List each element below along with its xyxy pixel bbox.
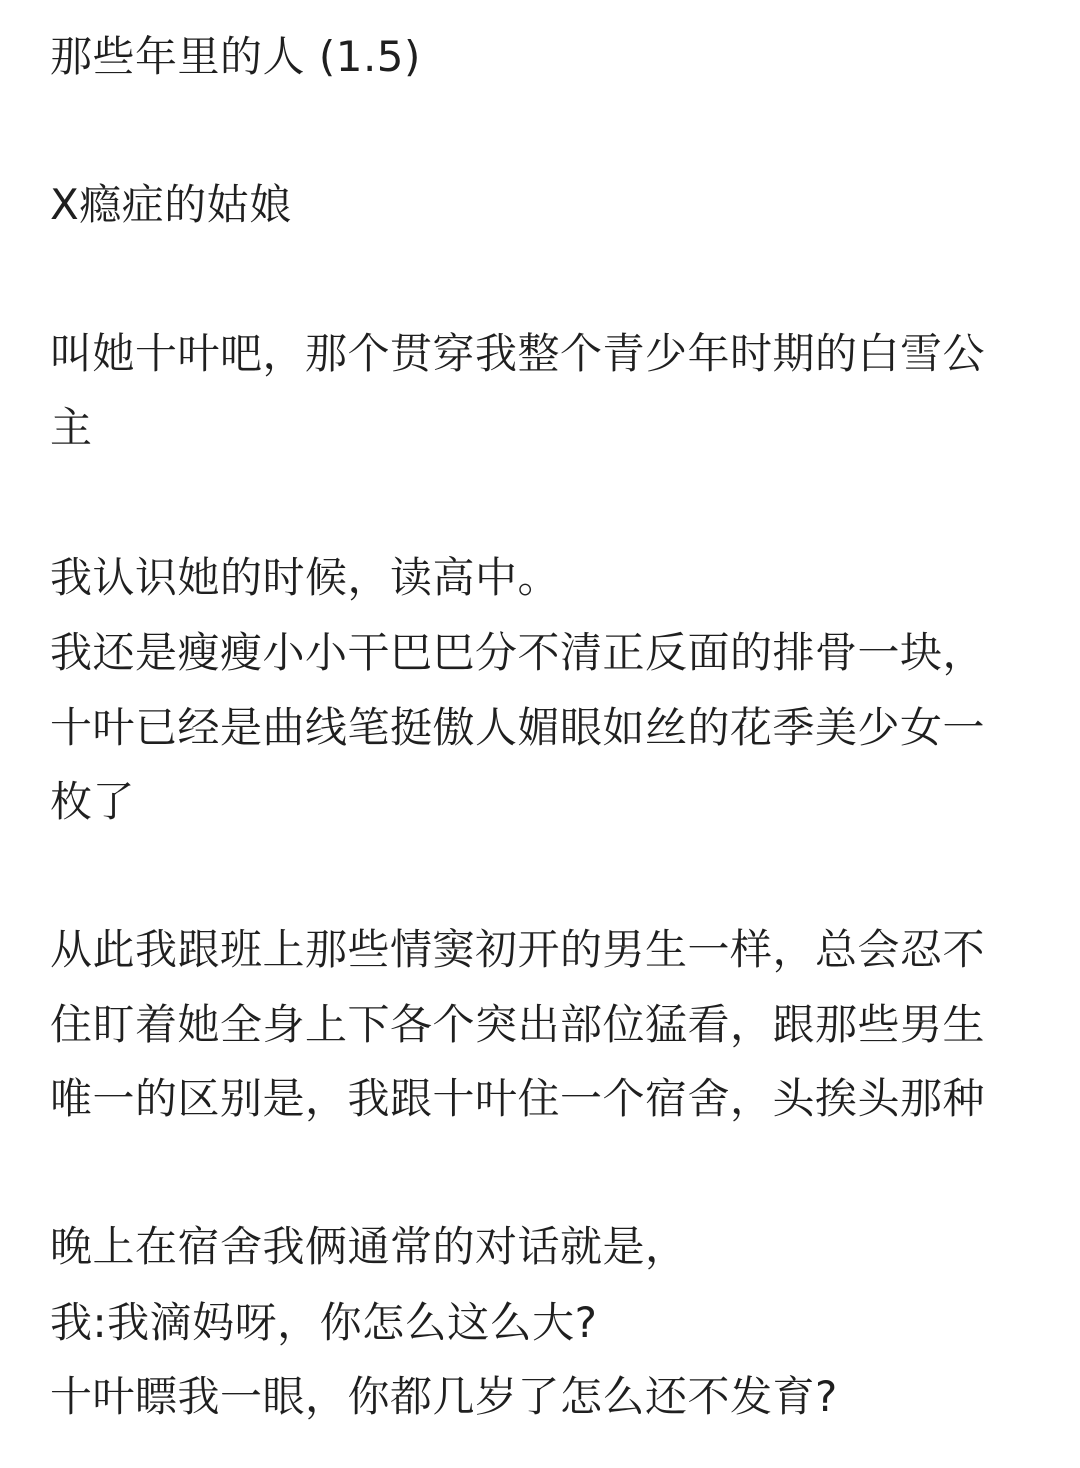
paragraph-3-line-3: 唯一的区别是，我跟十叶住一个宿舍，头挨头那种 — [50, 1074, 986, 1123]
paragraph-2-line-1: 我认识她的时候，读高中。 — [50, 553, 561, 602]
article-title: 那些年里的人 (1.5) — [50, 32, 421, 81]
paragraph-4-line-3: 十叶瞟我一眼，你都几岁了怎么还不发育? — [50, 1372, 838, 1421]
paragraph-2-line-2: 我还是瘦瘦小小干巴巴分不清正反面的排骨一块， — [50, 628, 986, 677]
paragraph-1-line-1: 叫她十叶吧，那个贯穿我整个青少年时期的白雪公 — [50, 329, 986, 378]
paragraph-2-line-4: 枚了 — [50, 777, 136, 826]
paragraph-1-line-2: 主 — [50, 403, 93, 452]
paragraph-2-line-3: 十叶已经是曲线笔挺傲人媚眼如丝的花季美少女一 — [50, 703, 986, 752]
paragraph-3-line-2: 住盯着她全身上下各个突出部位猛看，跟那些男生 — [50, 1000, 986, 1049]
paragraph-3-line-1: 从此我跟班上那些情窦初开的男生一样，总会忍不 — [50, 925, 986, 974]
paragraph-4-line-2: 我:我滴妈呀，你怎么这么大? — [50, 1298, 598, 1347]
paragraph-4-line-1: 晚上在宿舍我俩通常的对话就是， — [50, 1222, 688, 1271]
article-subtitle: X瘾症的姑娘 — [50, 180, 292, 229]
